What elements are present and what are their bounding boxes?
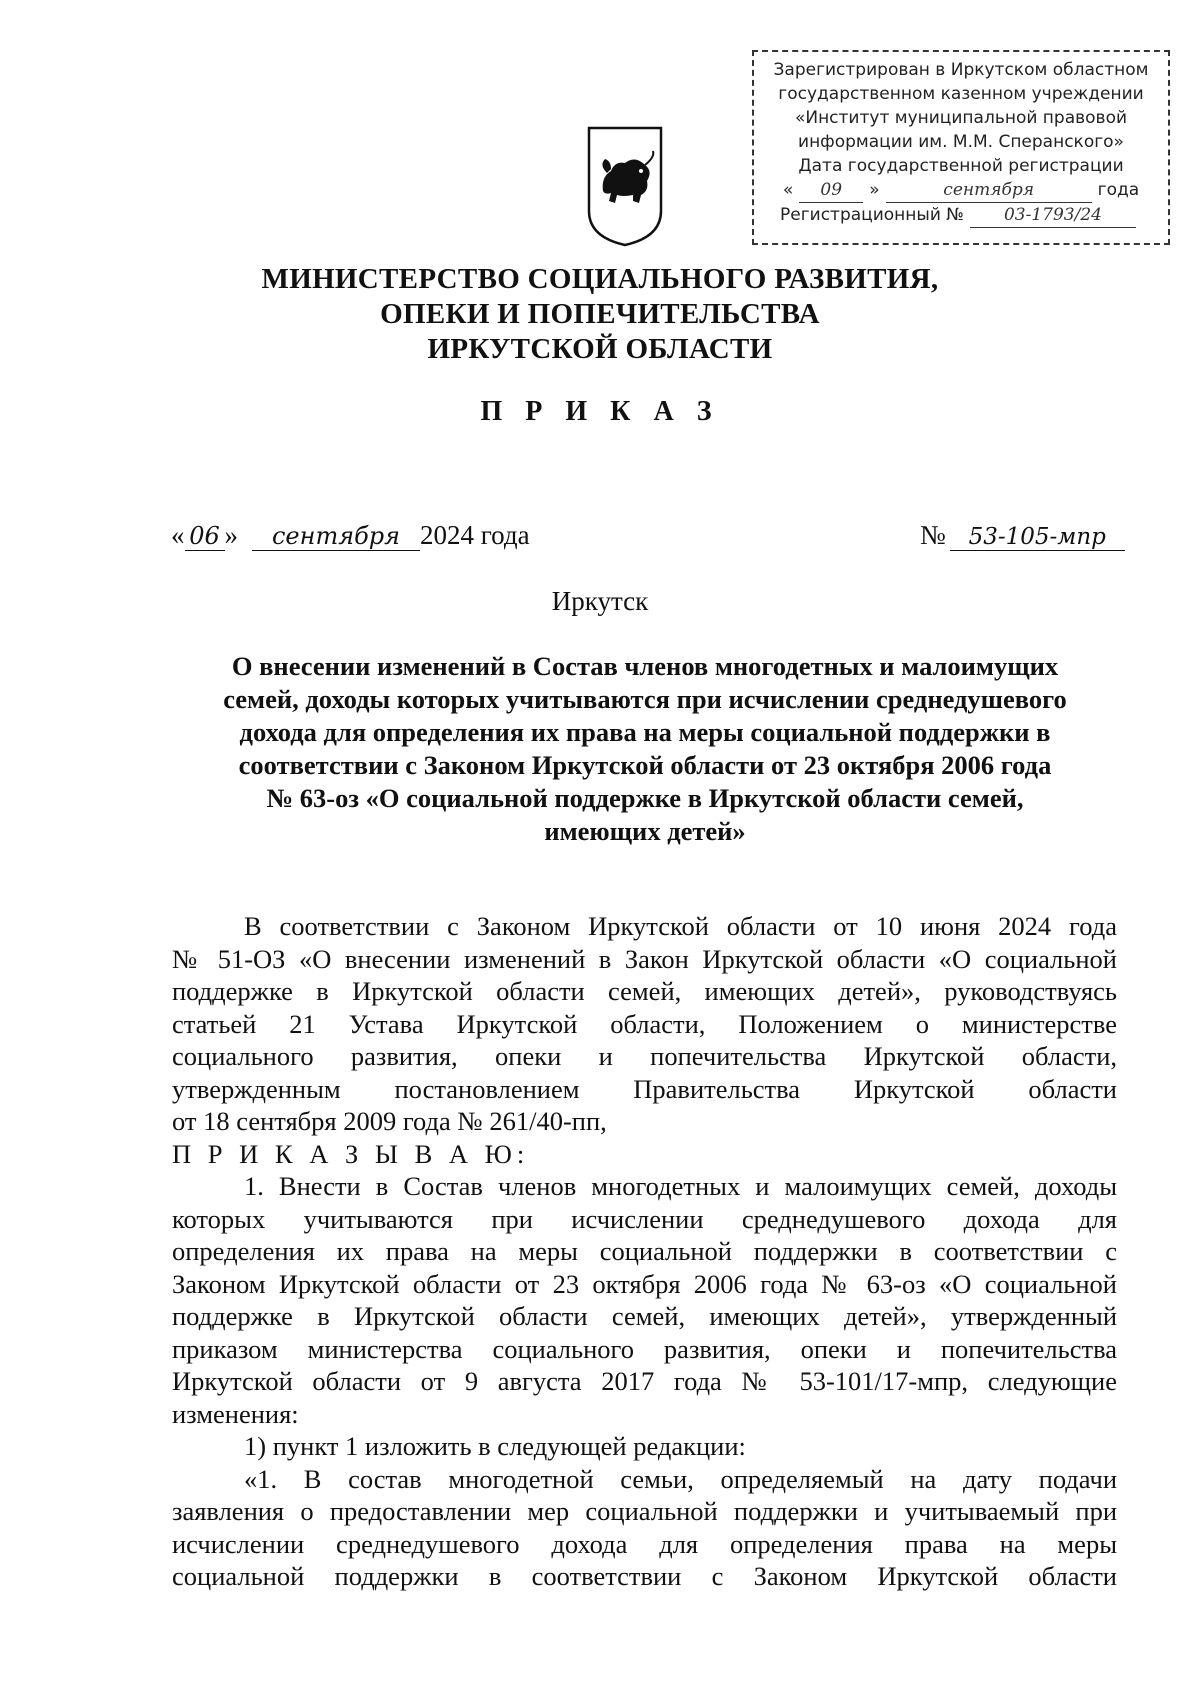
stamp-line-5: Дата государственной регистрации xyxy=(798,156,1124,176)
quote-line: социальной поддержки в соответствии с Законом Иркутской области xyxy=(172,1561,1117,1591)
item-1 xyxy=(172,1170,1117,1430)
subject-line-1: О внесении изменений в Состав членов многодетных и малоимущих xyxy=(231,651,1059,681)
number-value: 53-105-мпр xyxy=(950,524,1125,551)
date-day: 06 xyxy=(185,522,225,551)
registration-stamp xyxy=(752,50,1170,245)
order-title: П Р И К А З xyxy=(480,396,720,427)
order-date xyxy=(171,520,530,551)
stamp-line-4: информации им. М.М. Сперанского» xyxy=(798,132,1124,152)
preamble-line: утвержденным постановлением Правительства Иркутской области xyxy=(172,1073,1117,1104)
date-close-quote: » xyxy=(224,520,238,550)
order-subject xyxy=(195,650,1095,848)
item-1-line: определения их права на меры социальной поддержки в соответствии с xyxy=(172,1236,1117,1266)
number-label: № xyxy=(920,520,946,550)
item-1-line: Законом Иркутской области от 23 октября 2006 года № 63-оз «О социальной xyxy=(172,1268,1117,1299)
city: Иркутск xyxy=(551,586,649,616)
preamble-line: № 51-ОЗ «О внесении изменений в Закон Иркутской области «О социальной xyxy=(172,943,1117,974)
ministry-line-2: ОПЕКИ И ПОПЕЧИТЕЛЬСТВА xyxy=(380,298,820,330)
item-1-line: 1. Внести в Состав членов многодетных и малоимущих семей, доходы xyxy=(244,1171,1117,1201)
stamp-date-row xyxy=(764,178,1158,203)
preamble-line: статьей 21 Устава Иркутской области, Положением о министерстве xyxy=(172,1008,1117,1039)
subject-line-5: № 63-оз «О социальной поддержке в Иркутской области семей, xyxy=(266,783,1024,813)
stamp-line-2: государственном казенном учреждении xyxy=(778,84,1144,104)
order-number xyxy=(920,520,1125,551)
stamp-day: 09 xyxy=(799,178,863,203)
subitem-1: 1) пункт 1 изложить в следующей редакции: xyxy=(244,1431,746,1461)
ministry-line-1: МИНИСТЕРСТВО СОЦИАЛЬНОГО РАЗВИТИЯ, xyxy=(261,263,939,295)
stamp-close-quote: » xyxy=(869,180,880,200)
subject-line-3: дохода для определения их права на меры социальной поддержки в xyxy=(239,717,1051,747)
stamp-reg-row xyxy=(764,203,1158,228)
preamble-line: от 18 сентября 2009 года № 261/40-пп, xyxy=(172,1106,607,1136)
subject-line-2: семей, доходы которых учитываются при исчислении среднедушевого xyxy=(223,684,1067,714)
item-1-line: Иркутской области от 9 августа 2017 года № 53-101/17-мпр, следующие xyxy=(172,1366,1117,1396)
item-1-line: изменения: xyxy=(172,1398,299,1429)
item-1-line: поддержке в Иркутской области семей, имеющих детей», утвержденный xyxy=(172,1301,1117,1331)
item-1-line: приказом министерства социального развития, опеки и попечительства xyxy=(172,1333,1117,1364)
date-open-quote: « xyxy=(171,520,185,550)
quote-line: исчислении среднедушевого дохода для определения права на меры xyxy=(172,1528,1117,1559)
stamp-month: сентября xyxy=(886,178,1092,203)
preamble-line: В соответствии с Законом Иркутской области от 10 июня 2024 года xyxy=(244,911,1117,941)
subject-line-6: имеющих детей» xyxy=(544,816,746,846)
date-month: сентября xyxy=(252,522,420,551)
subject-line-4: соответствии с Законом Иркутской области от 23 октября 2006 года xyxy=(238,750,1052,780)
ministry-line-3: ИРКУТСКОЙ ОБЛАСТИ xyxy=(427,333,773,365)
stamp-line-1: Зарегистрирован в Иркутском областном xyxy=(773,60,1149,80)
quote-line: заявления о предоставлении мер социальной поддержки и учитываемый при xyxy=(172,1496,1117,1526)
stamp-year-word: года xyxy=(1097,180,1140,200)
quote-line: «1. В состав многодетной семьи, определяемый на дату подачи xyxy=(244,1463,1117,1494)
item-1-line: которых учитываются при исчислении среднедушевого дохода для xyxy=(172,1203,1117,1234)
stamp-line-3: «Институт муниципальной правовой xyxy=(794,108,1128,128)
order-word: П Р И К А З Ы В А Ю: xyxy=(172,1138,530,1169)
stamp-reg-label: Регистрационный № xyxy=(780,205,964,225)
preamble-line: социального развития, опеки и попечительства Иркутской области, xyxy=(172,1041,1117,1071)
ministry-name xyxy=(0,262,1200,367)
preamble-line: поддержке в Иркутской области семей, имеющих детей», руководствуясь xyxy=(172,976,1117,1006)
preamble xyxy=(172,910,1117,1138)
order-body xyxy=(172,910,1117,1593)
coat-of-arms-icon xyxy=(585,125,665,247)
stamp-reg-number: 03-1793/24 xyxy=(970,203,1136,228)
stamp-open-quote: « xyxy=(782,180,794,200)
date-year: 2024 года xyxy=(420,520,530,550)
quoted-text xyxy=(172,1463,1117,1593)
